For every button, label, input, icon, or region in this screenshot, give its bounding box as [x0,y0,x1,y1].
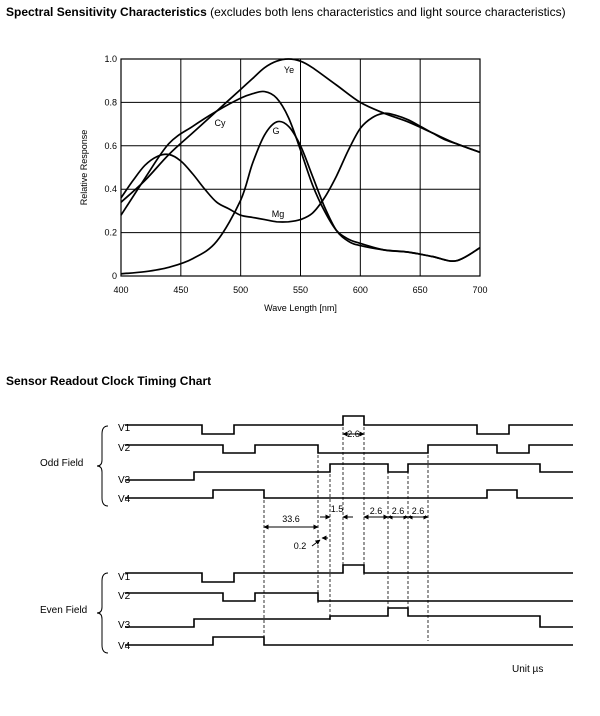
y-tick-label: 0.8 [104,97,117,108]
even-v2-waveform [125,593,573,601]
series-label-cy: Cy [214,118,226,128]
series-label-ye: Ye [283,65,295,75]
x-tick-label: 400 [113,285,129,295]
odd-field-bracket [97,426,108,506]
odd-v3-waveform [125,464,573,480]
signal-label-even-v3: V3 [118,620,131,631]
x-tick-label: 450 [173,285,189,295]
dim-label-1-5: 1.5 [330,504,344,514]
signal-label-odd-v4: V4 [118,494,131,505]
dim-label-0-2: 0.2 [293,541,307,551]
y-tick-label: 1.0 [104,54,117,64]
x-tick-label: 650 [412,285,428,295]
odd-v2-waveform [125,445,573,453]
even-v1-waveform [125,565,573,582]
odd-v4-waveform [125,490,573,498]
even-v4-waveform [125,637,573,645]
unit-label: Unit µs [512,664,544,675]
y-tick-label: 0.2 [104,227,117,238]
even-v3-waveform [125,608,573,627]
x-tick-label: 700 [472,285,488,295]
series-label-mg: Mg [271,209,285,219]
dim-label-33-6: 33.6 [282,514,300,524]
y-tick-label: 0 [111,271,117,281]
y-tick-label: 0.6 [104,140,117,151]
series-label-g: G [272,126,280,136]
y-axis-label: Relative Response [79,129,89,206]
y-tick-label: 0.4 [104,184,117,195]
even-field-label: Even Field [40,605,88,616]
x-tick-label: 550 [292,285,309,295]
x-tick-label: 500 [233,285,249,295]
signal-label-even-v4: V4 [118,641,131,652]
even-field-bracket [97,573,108,653]
dim-label-2-6-b: 2.6 [391,506,405,516]
signal-label-odd-v3: V3 [118,475,131,486]
dim-label-2-6-a: 2.6 [369,506,383,516]
dim-label-2-6-top: 2.6 [347,429,360,439]
signal-label-odd-v1: V1 [118,423,131,434]
signal-label-odd-v2: V2 [118,443,131,454]
signal-label-even-v2: V2 [118,591,131,602]
signal-label-even-v1: V1 [118,572,131,583]
spectral-chart-title: Spectral Sensitivity Characteristics (excludes both lens characteristics and light source characteristics) [6,5,566,19]
x-tick-label: 600 [352,285,368,295]
dim-label-2-6-c: 2.6 [411,506,425,516]
dim-pointer-0-2 [312,540,320,546]
x-axis-label: Wave Length [nm] [264,303,337,313]
timing-chart-title: Sensor Readout Clock Timing Chart [6,374,212,388]
odd-field-label: Odd Field [40,458,84,469]
